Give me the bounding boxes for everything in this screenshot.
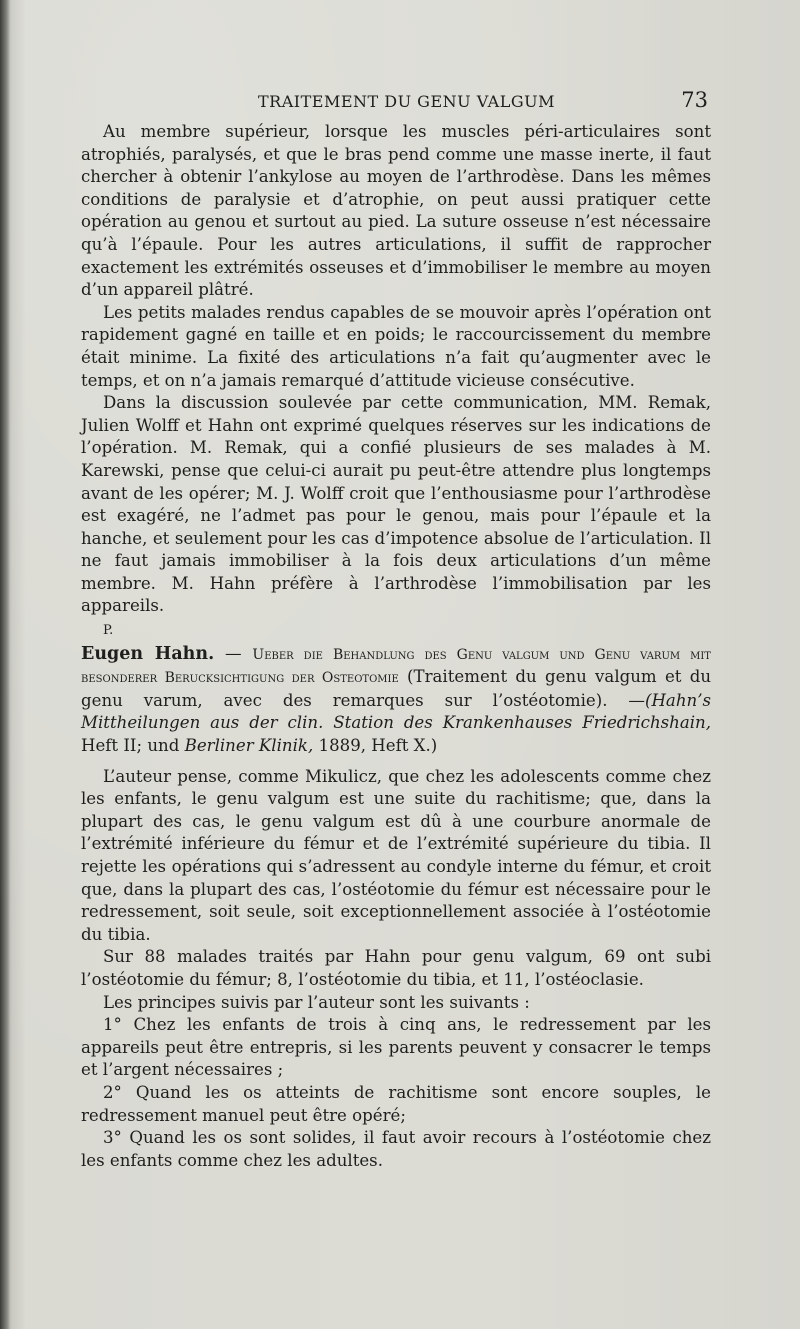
paragraph-7: 1° Chez les enfants de trois à cinq ans, le redressement par les appareils peut être entrepris, si les parents peuvent y consacrer le temps et l’argent nécessaires ; xyxy=(81,1015,711,1080)
book-spine-shadow xyxy=(0,0,10,1329)
spacer xyxy=(81,758,711,766)
bibliographic-entry xyxy=(81,643,711,758)
signature-initial: P. xyxy=(103,623,114,639)
paragraph-9: 3° Quand les os sont solides, il faut avoir recours à l’ostéotomie chez les enfants comme chez les adultes. xyxy=(81,1128,711,1170)
entry-source-1: (Hahn’s Mittheilungen aus der clin. Station des Krankenhauses Friedrichshain, xyxy=(81,690,711,733)
entry-heft-1: Heft II; und xyxy=(81,736,185,756)
paragraph-8: 2° Quand les os atteints de rachitisme sont encore souples, le redressement manuel peut être opéré; xyxy=(81,1082,711,1125)
entry-source-2: Berliner Klinik, xyxy=(184,736,314,756)
entry-heft-2: 1889, Heft X.) xyxy=(313,736,438,756)
paragraph-6: Les principes suivis par l’auteur sont les suivants : xyxy=(103,992,530,1012)
entry-german-title: Ueber die Behandlung des Genu valgum und Genu varum mit besonderer Berucksichtigung der Osteotomie xyxy=(81,646,711,687)
signature xyxy=(81,618,711,643)
entry-dash: — xyxy=(214,643,253,663)
page-header xyxy=(258,88,708,120)
paragraph-2: Les petits malades rendus capables de se mouvoir après l’opération ont rapidement gagné en taille et en poids; le raccourcissement du membre était minime. La fixité des articulations n’a fait qu’augmenter avec le temps, et on n’a jamais remarqué d’attitude vicieuse consécutive. xyxy=(81,302,711,390)
running-title: TRAITEMENT DU GENU VALGUM xyxy=(258,92,555,111)
entry-french-title: (Traitement du genu valgum et du genu varum, avec des remarques sur l’ostéotomie). — xyxy=(81,667,712,710)
entry-author: Eugen Hahn. xyxy=(81,643,215,664)
paragraph-5: Sur 88 malades traités par Hahn pour genu valgum, 69 ont subi l’ostéotomie du fémur; 8, l’ostéotomie du tibia, et 11, l’ostéoclasie. xyxy=(81,947,711,989)
page-number: 73 xyxy=(681,88,708,112)
paragraph-1: Au membre supérieur, lorsque les muscles péri-articulaires sont atrophiés, paralysés, et que le bras pend comme une masse inerte, il faut chercher à obtenir l’ankylose au moyen de l’arthrodèse. Dans les mêmes conditions de paralysie et d’atrophie, on peut aussi pratiquer cette opération au genou et surtout au pied. La suture osseuse n’est nécessaire qu’à l’épaule. Pour les autres articulations, il suffit de rapprocher exactement les extrémités osseuses et d’immobiliser le membre au moyen d’un appareil plâtré. xyxy=(81,122,711,300)
paragraph-3: Dans la discussion soulevée par cette communication, MM. Remak, Julien Wolff et Hahn ont exprimé quelques réserves sur les indications de l’opération. M. Remak, qui a confié plusieurs de ses malades à M. Karewski, pense que celui-ci aurait pu peut-être attendre plus longtemps avant de les opérer; M. J. Wolff croit que l’enthousiasme pour l’arthrodèse est exagéré, ne l’admet pas pour le genou, mais pour l’épaule et la hanche, et seulement pour les cas d’impotence absolue de l’articulation. Il ne faut jamais immobiliser à la fois deux articulations d’un même membre. M. Hahn préfère à l’arthrodèse l’immobilisation par les appareils. xyxy=(81,393,711,616)
paragraph-4: L’auteur pense, comme Mikulicz, que chez les adolescents comme chez les enfants, le genu valgum est une suite du rachitisme; que, dans la plupart des cas, le genu valgum est dû à une courbure anormale de l’extrémité inférieure du fémur et de l’extrémité supérieure du tibia. Il rejette les opérations qui s’adressent au condyle interne du fémur, et croit que, dans la plupart des cas, l’ostéotomie du fémur est nécessaire pour le redressement, soit seule, soit exceptionnellement associée à l’ostéotomie du tibia. xyxy=(81,766,711,944)
page-body xyxy=(81,121,711,1172)
